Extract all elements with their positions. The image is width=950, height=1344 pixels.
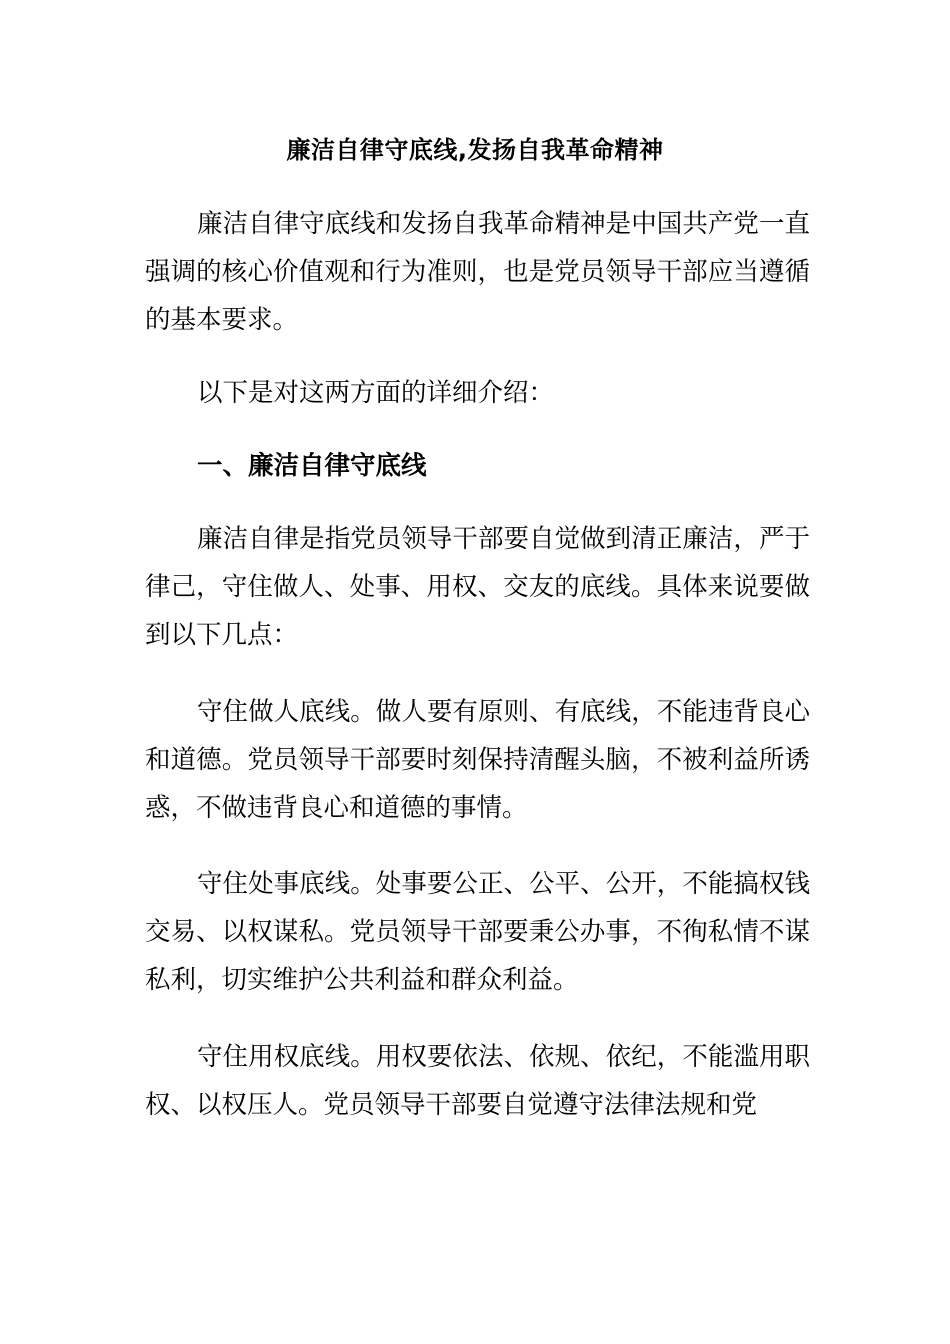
conduct-paragraph: 守住做人底线。做人要有原则、有底线，不能违背良心和道德。党员领导干部要时刻保持清醒头脑，不被利益所诱惑，不做违背良心和道德的事情。 bbox=[145, 697, 810, 823]
section-intro-paragraph: 廉洁自律是指党员领导干部要自觉做到清正廉洁，严于律己，守住做人、处事、用权、交友的底线。具体来说要做到以下几点： bbox=[145, 524, 810, 650]
overview-paragraph: 以下是对这两方面的详细介绍： bbox=[197, 378, 555, 408]
power-paragraph: 守住用权底线。用权要依法、依规、依纪，不能滥用职权、以权压人。党员领导干部要自觉遵守法律法规和党 bbox=[145, 1042, 810, 1120]
document-title: 廉洁自律守底线,发扬自我革命精神 bbox=[286, 136, 664, 164]
intro-paragraph: 廉洁自律守底线和发扬自我革命精神是中国共产党一直强调的核心价值观和行为准则，也是党员领导干部应当遵循的基本要求。 bbox=[145, 209, 810, 335]
affairs-paragraph: 守住处事底线。处事要公正、公平、公开，不能搞权钱交易、以权谋私。党员领导干部要秉公办事，不徇私情不谋私利，切实维护公共利益和群众利益。 bbox=[145, 869, 810, 995]
section-heading: 一、廉洁自律守底线 bbox=[197, 451, 427, 481]
